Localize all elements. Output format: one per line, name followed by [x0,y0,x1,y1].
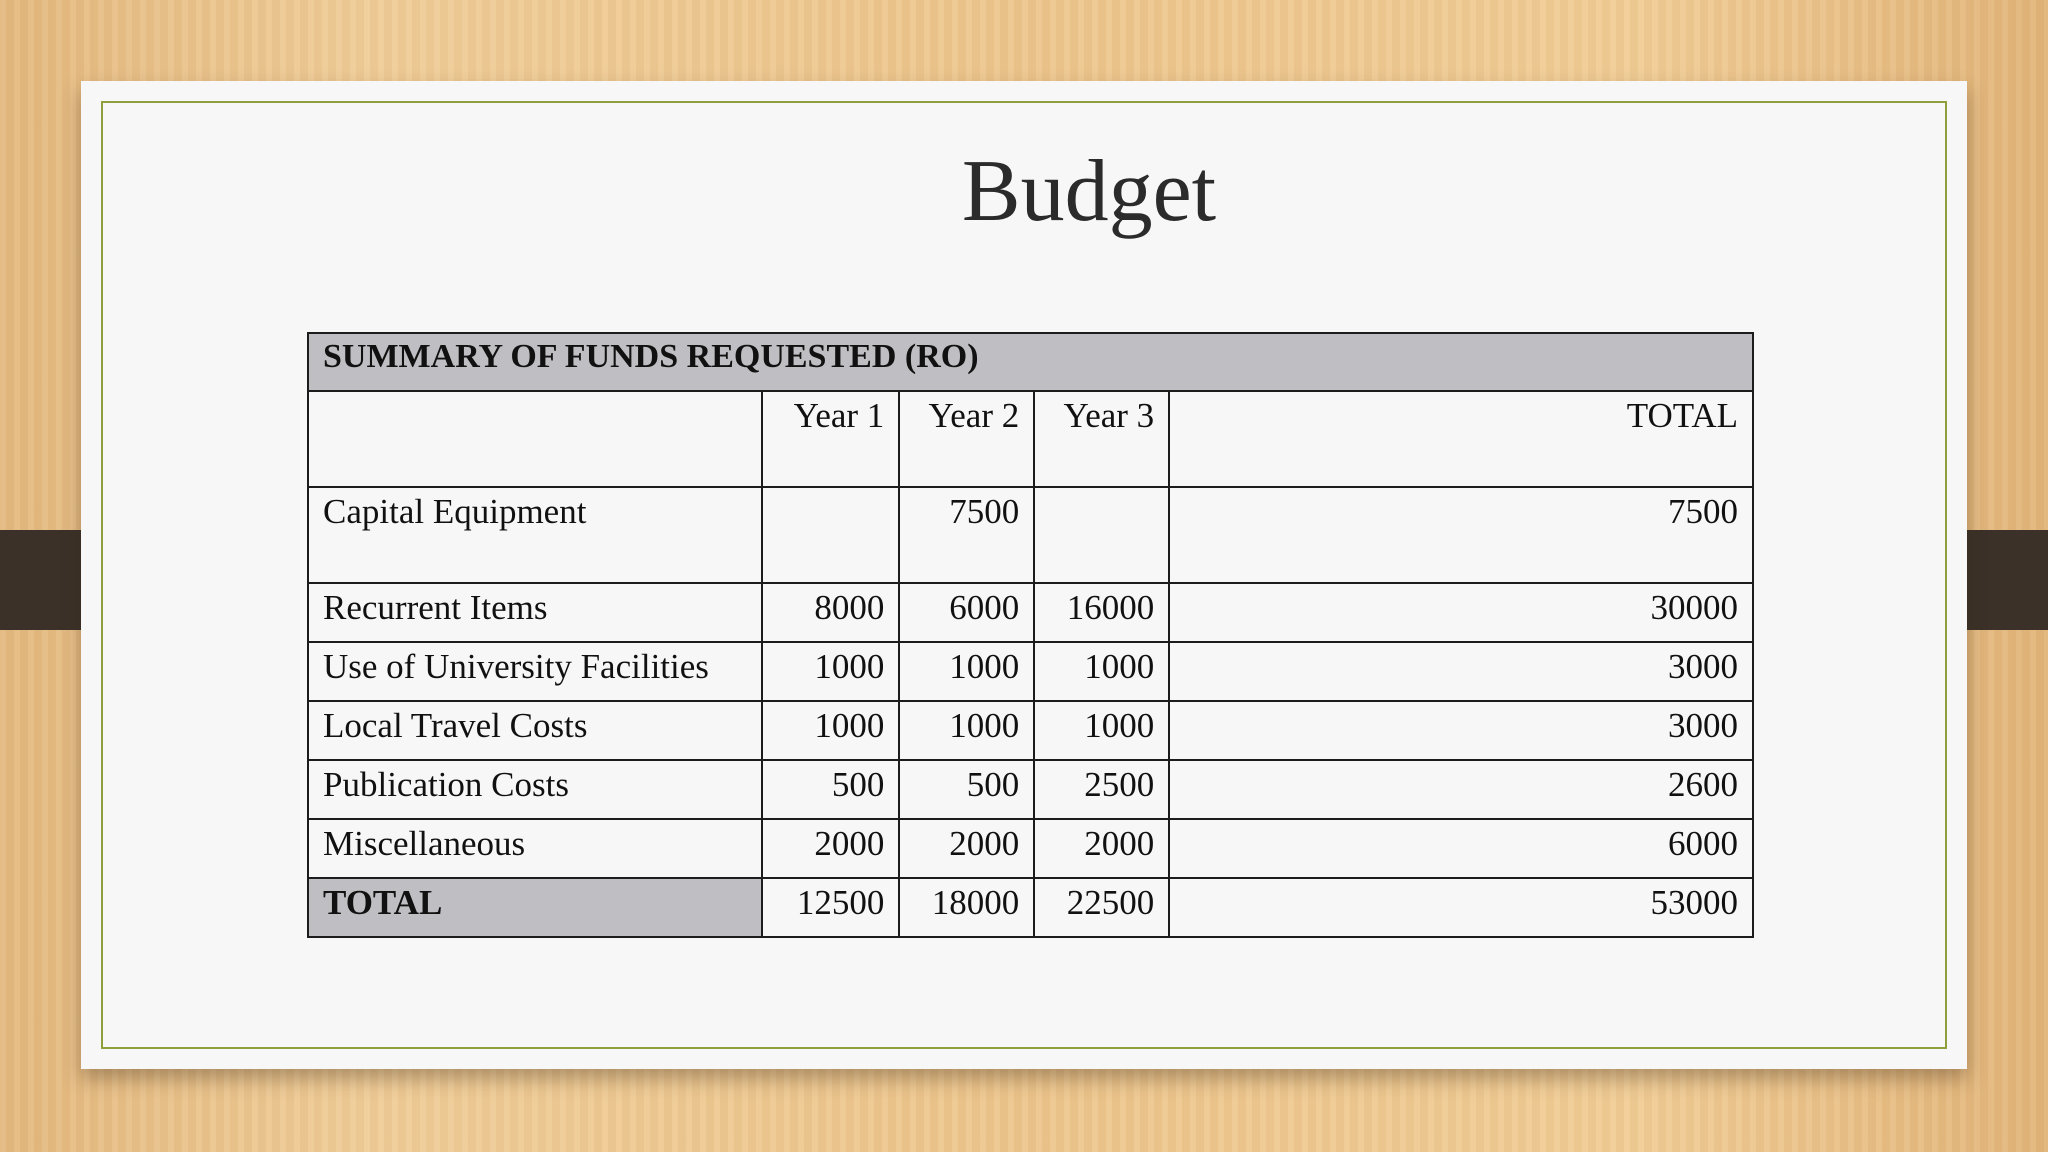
row-label: Recurrent Items [308,583,762,642]
cell-year-3: 2000 [1034,819,1169,878]
row-label: Miscellaneous [308,819,762,878]
column-header-year-3: Year 3 [1034,391,1169,487]
cell-year-1: 500 [762,760,899,819]
budget-table [307,332,1754,938]
cell-year-2: 7500 [899,487,1034,583]
column-header-year-2: Year 2 [899,391,1034,487]
row-label: Publication Costs [308,760,762,819]
grand-total: 53000 [1169,878,1753,937]
table-row [308,642,1753,701]
column-header-total: TOTAL [1169,391,1753,487]
cell-year-2: 1000 [899,701,1034,760]
cell-year-1: 2000 [762,819,899,878]
table-row [308,819,1753,878]
total-year-2: 18000 [899,878,1034,937]
cell-year-1 [762,487,899,583]
cell-year-2: 6000 [899,583,1034,642]
cell-total: 7500 [1169,487,1753,583]
table-row [308,487,1753,583]
total-year-1: 12500 [762,878,899,937]
total-row [308,878,1753,937]
slide-card [81,81,1967,1069]
cell-year-1: 8000 [762,583,899,642]
table-row [308,701,1753,760]
column-header-blank [308,391,762,487]
cell-year-2: 1000 [899,642,1034,701]
cell-year-3: 16000 [1034,583,1169,642]
cell-year-1: 1000 [762,701,899,760]
row-label: Local Travel Costs [308,701,762,760]
cell-total: 3000 [1169,701,1753,760]
cell-total: 30000 [1169,583,1753,642]
cell-total: 3000 [1169,642,1753,701]
table-caption: SUMMARY OF FUNDS REQUESTED (RO) [308,333,1753,391]
cell-total: 6000 [1169,819,1753,878]
cell-year-2: 2000 [899,819,1034,878]
table-caption-row [308,333,1753,391]
cell-year-3: 1000 [1034,701,1169,760]
cell-year-3 [1034,487,1169,583]
slide-title: Budget [961,143,1217,240]
table-row [308,760,1753,819]
table-row [308,583,1753,642]
total-year-3: 22500 [1034,878,1169,937]
total-row-label: TOTAL [308,878,762,937]
cell-year-3: 2500 [1034,760,1169,819]
row-label: Use of University Facilities [308,642,762,701]
row-label: Capital Equipment [308,487,762,583]
column-header-year-1: Year 1 [762,391,899,487]
cell-year-3: 1000 [1034,642,1169,701]
cell-year-1: 1000 [762,642,899,701]
column-header-row [308,391,1753,487]
cell-year-2: 500 [899,760,1034,819]
cell-total: 2600 [1169,760,1753,819]
